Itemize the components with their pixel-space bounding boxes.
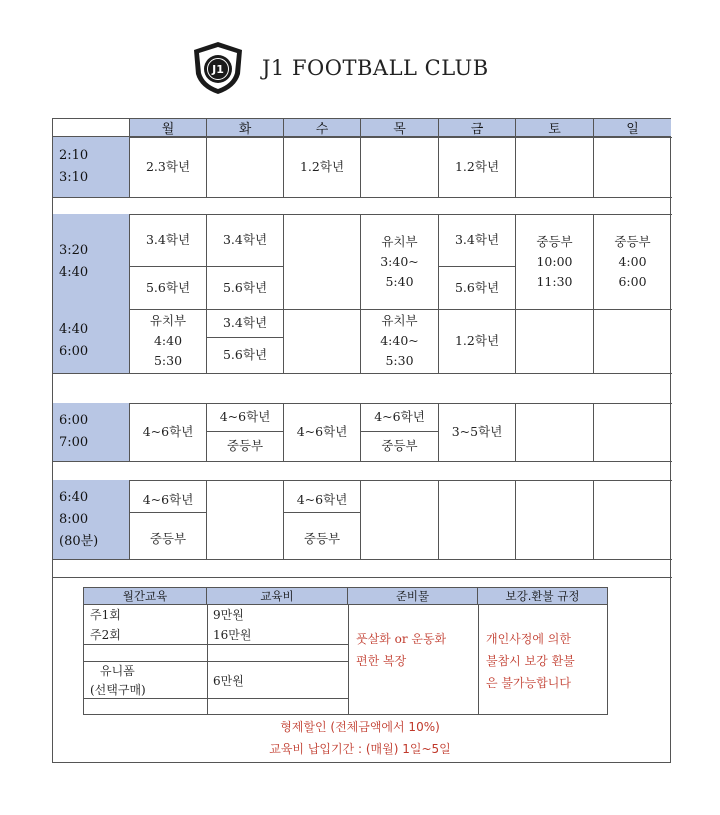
class-cell: 4~6학년	[130, 480, 207, 520]
fee-price-2: 16만원	[213, 628, 252, 642]
class-cell	[207, 480, 284, 559]
class-cell	[516, 403, 594, 461]
class-cell: 5.6학년	[439, 266, 516, 309]
class-cell	[516, 214, 594, 309]
class-label: 6:00	[618, 273, 647, 289]
day-header: 목	[361, 119, 439, 137]
class-cell	[439, 403, 516, 461]
time-cell	[53, 137, 130, 197]
class-label: 4~6학년	[296, 424, 348, 439]
header	[190, 40, 489, 96]
time-label: 3:10	[59, 170, 89, 185]
class-label: 4:40~	[380, 333, 419, 348]
class-cell: 중등부	[284, 520, 361, 560]
time-label: 3:20	[59, 242, 89, 258]
class-cell	[594, 403, 671, 461]
class-cell	[284, 214, 361, 309]
class-cell: 3.4학년	[439, 214, 516, 266]
class-label: 중등부	[614, 233, 651, 249]
class-cell	[284, 403, 361, 461]
class-cell	[284, 137, 361, 197]
payment-note: 교육비 납입기간 : (매월) 1일~5일	[269, 742, 451, 756]
class-cell	[361, 309, 439, 373]
fee-price-1: 9만원	[213, 608, 244, 622]
class-cell: 5.6학년	[130, 266, 207, 309]
fee-uniform-label: 유니폼	[100, 664, 135, 678]
day-header: 월	[130, 119, 207, 137]
day-header: 화	[207, 119, 284, 137]
class-label: 유치부	[381, 233, 418, 249]
class-label: 2.3학년	[145, 159, 191, 174]
class-label: 유치부	[149, 313, 187, 328]
day-header: 토	[516, 119, 594, 137]
fee-header-education: 월간교육	[84, 588, 207, 605]
class-label: 4:00	[618, 253, 647, 269]
class-cell	[439, 309, 516, 373]
class-cell: 5.6학년	[207, 337, 284, 373]
time-label: 6:00	[59, 413, 89, 428]
club-title: J1 FOOTBALL CLUB	[262, 56, 489, 80]
time-cell	[53, 480, 130, 559]
fee-divider	[348, 605, 349, 715]
fee-header-tuition: 교육비	[207, 588, 348, 605]
class-cell	[130, 403, 207, 461]
time-label: (80분)	[59, 533, 99, 549]
time-cell	[53, 403, 130, 461]
fee-row-line	[84, 644, 348, 645]
class-cell	[516, 480, 594, 559]
class-label: 1.2학년	[299, 159, 345, 174]
row-bottom-line	[53, 373, 672, 374]
fee-header-supplies: 준비물	[348, 588, 478, 605]
class-cell	[130, 309, 207, 373]
class-cell: 4~6학년	[207, 403, 284, 431]
class-cell	[439, 480, 516, 559]
class-cell	[516, 309, 594, 373]
class-cell	[361, 137, 439, 197]
class-cell	[284, 309, 361, 373]
time-cell	[53, 214, 130, 309]
class-cell: 중등부	[207, 431, 284, 461]
class-cell	[594, 214, 671, 309]
class-cell	[130, 137, 207, 197]
class-label: 5:30	[153, 353, 183, 368]
time-label: 6:40	[59, 489, 89, 505]
class-label: 5:30	[385, 353, 414, 368]
fee-header-refund: 보강.환불 규정	[478, 588, 607, 605]
row-bottom-line	[53, 559, 672, 560]
class-cell: 3.4학년	[207, 214, 284, 266]
supplies-line-1: 풋살화 or 운동화	[356, 632, 447, 646]
class-cell	[516, 137, 594, 197]
cell-split-line	[284, 512, 361, 513]
time-label: 2:10	[59, 148, 89, 163]
time-label: 8:00	[59, 511, 89, 527]
class-cell: 4~6학년	[361, 403, 439, 431]
discount-note: 형제할인 (전체금액에서 10%)	[280, 720, 440, 734]
class-cell	[594, 137, 671, 197]
class-label: 10:00	[536, 253, 573, 269]
logo-text: J1	[212, 63, 224, 76]
time-cell	[53, 309, 130, 373]
class-cell	[207, 137, 284, 197]
class-label: 3~5학년	[451, 424, 503, 439]
class-label: 중등부	[536, 233, 573, 249]
class-cell	[361, 480, 439, 559]
class-label: 3:40~	[380, 253, 419, 269]
class-cell: 중등부	[361, 431, 439, 461]
row-bottom-line	[53, 461, 672, 462]
fee-table	[83, 587, 608, 715]
refund-line-1: 개인사정에 의한	[486, 632, 571, 646]
club-crest-icon	[190, 40, 246, 96]
day-header: 수	[284, 119, 361, 137]
class-cell: 3.4학년	[130, 214, 207, 266]
class-label: 1.2학년	[454, 333, 500, 348]
class-cell	[594, 309, 671, 373]
refund-line-3: 은 불가능합니다	[486, 676, 571, 690]
refund-line-2: 불참시 보강 환불	[486, 654, 575, 668]
class-cell: 4~6학년	[284, 480, 361, 520]
row-bottom-line	[53, 197, 672, 198]
fee-freq-2: 주2회	[90, 628, 121, 642]
time-label: 4:40	[59, 264, 89, 280]
class-cell: 5.6학년	[207, 266, 284, 309]
section-line	[53, 577, 672, 578]
class-cell	[594, 480, 671, 559]
fee-freq-1: 주1회	[90, 608, 121, 622]
class-label: 5:40	[385, 273, 414, 289]
header-corner	[53, 119, 130, 137]
class-label: 11:30	[536, 273, 573, 289]
class-cell	[361, 214, 439, 309]
class-cell: 3.4학년	[207, 309, 284, 337]
class-label: 1.2학년	[454, 159, 500, 174]
day-header: 일	[594, 119, 671, 137]
time-label: 4:40	[59, 322, 89, 337]
fee-uniform-price: 6만원	[213, 674, 244, 688]
fee-divider	[478, 605, 479, 715]
time-label: 7:00	[59, 435, 89, 450]
class-label: 유치부	[381, 313, 418, 328]
day-header: 금	[439, 119, 516, 137]
time-label: 6:00	[59, 344, 89, 359]
class-label: 4:40	[153, 333, 183, 348]
cell-split-line	[130, 512, 207, 513]
class-cell: 중등부	[130, 520, 207, 560]
class-cell	[439, 137, 516, 197]
fee-uniform-note: (선택구매)	[90, 683, 146, 697]
class-label: 4~6학년	[142, 424, 194, 439]
supplies-line-2: 편한 복장	[356, 654, 407, 668]
